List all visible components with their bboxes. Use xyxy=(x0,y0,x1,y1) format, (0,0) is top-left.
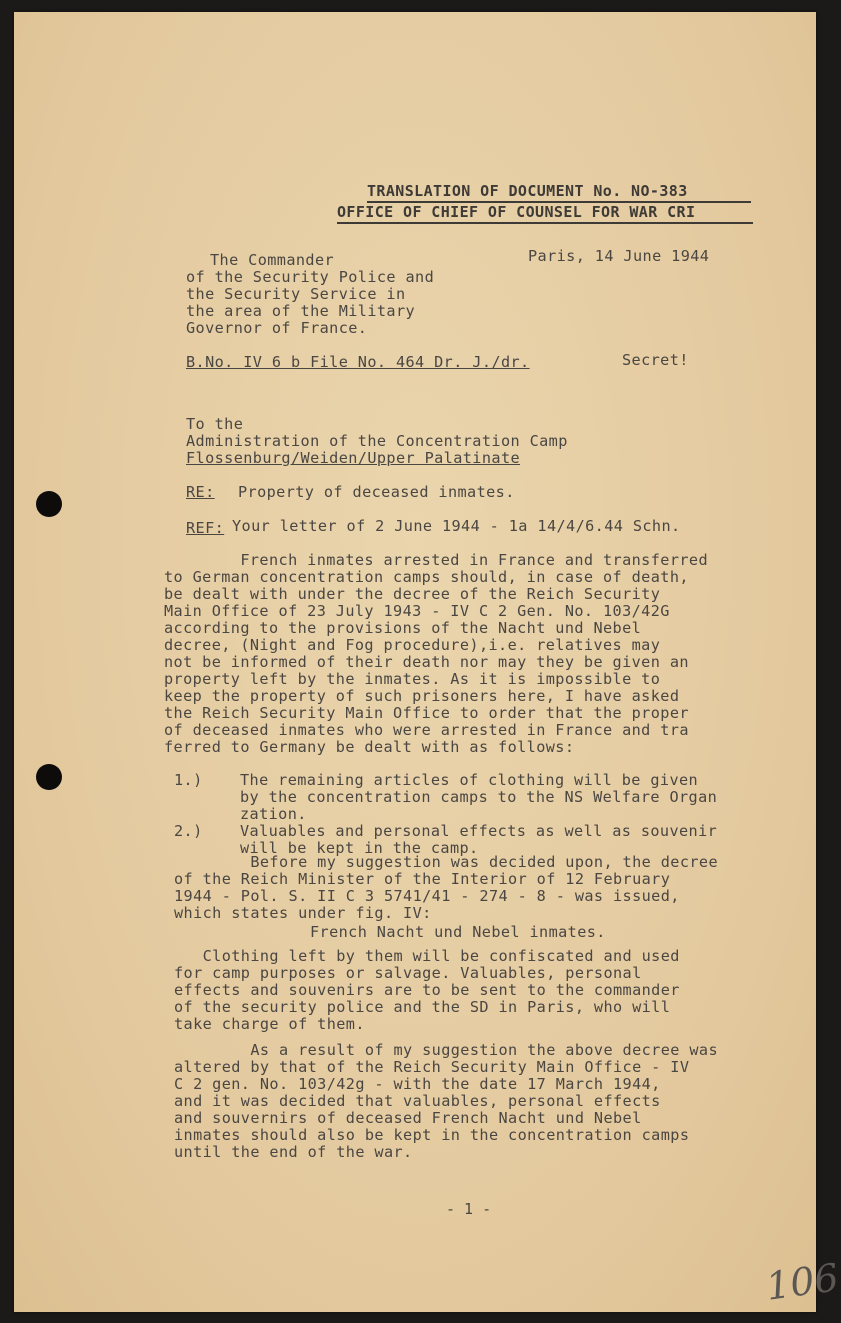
text-line: which states under fig. IV: xyxy=(174,904,432,922)
list-item-line: zation. xyxy=(240,805,307,823)
list-item-line: The remaining articles of clothing will be given xyxy=(240,771,699,789)
list-number: 1.) xyxy=(174,771,203,789)
text-line: As a result of my suggestion the above decree was xyxy=(174,1041,718,1059)
text-line: of deceased inmates who were arrested in France and tra xyxy=(164,721,689,739)
text-line: decree, (Night and Fog procedure),i.e. relatives may xyxy=(164,636,661,654)
text-line: until the end of the war. xyxy=(174,1143,413,1161)
sender-line: Governor of France. xyxy=(186,319,368,337)
classification-secret: Secret! xyxy=(622,351,689,369)
header-rule-2 xyxy=(337,222,753,224)
text-line: Clothing left by them will be confiscated and used xyxy=(174,947,680,965)
addressee-line: Flossenburg/Weiden/Upper Palatinate xyxy=(186,449,521,467)
document-page xyxy=(14,12,841,1312)
list-item-line: by the concentration camps to the NS Welfare Organ xyxy=(240,788,718,806)
translation-header-line2: OFFICE OF CHIEF OF COUNSEL FOR WAR CRI xyxy=(337,203,696,221)
text-line: keep the property of such prisoners here, I have asked xyxy=(164,687,680,705)
sender-line: the area of the Military xyxy=(186,302,416,320)
sender-line: The Commander xyxy=(210,251,335,269)
file-reference: B.No. IV 6 b File No. 464 Dr. J./dr. xyxy=(186,353,530,371)
text-line: of the security police and the SD in Paris, who will xyxy=(174,998,671,1016)
text-line: 1944 - Pol. S. II C 3 5741/41 - 274 - 8 - was issued, xyxy=(174,887,680,905)
re-text: Property of deceased inmates. xyxy=(238,483,515,501)
translation-header-line1: TRANSLATION OF DOCUMENT No. NO-383 xyxy=(367,182,688,200)
text-line: to German concentration camps should, in case of death, xyxy=(164,568,689,586)
addressee-line: Administration of the Concentration Camp xyxy=(186,432,568,450)
punch-hole-top xyxy=(36,491,62,517)
addressee-line: To the xyxy=(186,415,244,433)
text-line: French inmates arrested in France and transferred xyxy=(164,551,708,569)
text-line: according to the provisions of the Nacht und Nebel xyxy=(164,619,642,637)
text-line: inmates should also be kept in the concentration camps xyxy=(174,1126,690,1144)
text-line: the Reich Security Main Office to order that the proper xyxy=(164,704,689,722)
list-item-line: will be kept in the camp. xyxy=(240,839,479,857)
text-line: for camp purposes or salvage. Valuables, personal xyxy=(174,964,642,982)
text-line: and it was decided that valuables, personal effects xyxy=(174,1092,661,1110)
text-line: be dealt with under the decree of the Reich Security xyxy=(164,585,661,603)
re-label: RE: xyxy=(186,483,215,501)
text-line: altered by that of the Reich Security Main Office - IV xyxy=(174,1058,690,1076)
text-line: of the Reich Minister of the Interior of 12 February xyxy=(174,870,671,888)
text-line: take charge of them. xyxy=(174,1015,365,1033)
ref-label: REF: xyxy=(186,519,225,537)
sender-line: the Security Service in xyxy=(186,285,406,303)
list-number: 2.) xyxy=(174,822,203,840)
text-line: property left by the inmates. As it is impossible to xyxy=(164,670,661,688)
text-line: Main Office of 23 July 1943 - IV C 2 Gen. No. 103/42G xyxy=(164,602,670,620)
text-line: effects and souvenirs are to be sent to the commander xyxy=(174,981,680,999)
text-line: and souvernirs of deceased French Nacht und Nebel xyxy=(174,1109,642,1127)
ref-text: Your letter of 2 June 1944 - 1a 14/4/6.44 Schn. xyxy=(232,517,681,535)
subheading: French Nacht und Nebel inmates. xyxy=(310,923,606,941)
handwritten-page-number: 106 xyxy=(763,1255,841,1309)
text-line: ferred to Germany be dealt with as follows: xyxy=(164,738,575,756)
text-line: not be informed of their death nor may they be given an xyxy=(164,653,689,671)
text-line: C 2 gen. No. 103/42g - with the date 17 March 1944, xyxy=(174,1075,661,1093)
text-line: Before my suggestion was decided upon, the decree xyxy=(174,853,718,871)
list-item-line: Valuables and personal effects as well as souvenir xyxy=(240,822,718,840)
page-number: - 1 - xyxy=(446,1200,492,1218)
punch-hole-bottom xyxy=(36,764,62,790)
sender-line: of the Security Police and xyxy=(186,268,435,286)
place-date: Paris, 14 June 1944 xyxy=(528,247,710,265)
